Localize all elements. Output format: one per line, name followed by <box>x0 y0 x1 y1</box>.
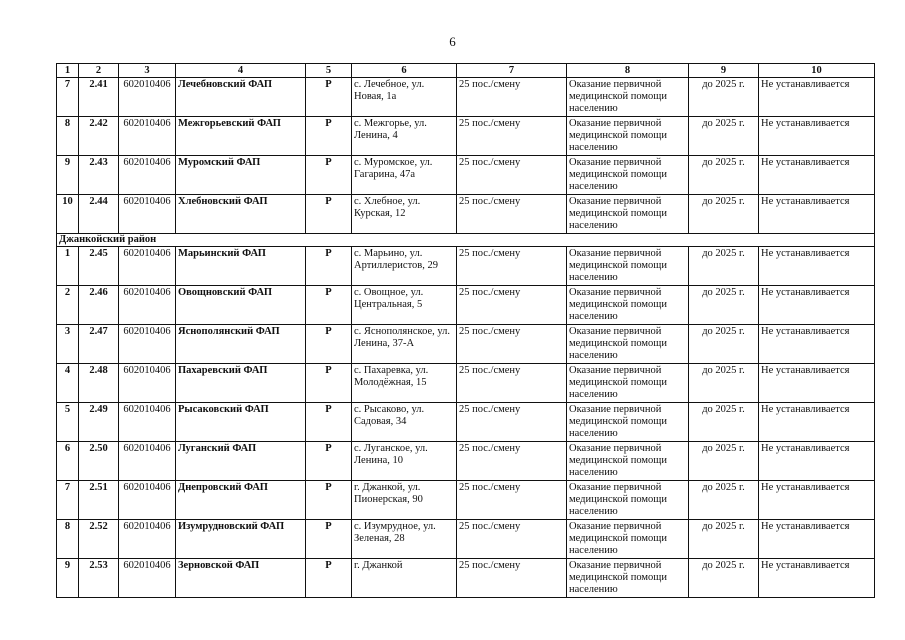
col-header: 3 <box>119 64 176 78</box>
facility-type: Р <box>306 442 352 481</box>
facility-type: Р <box>306 403 352 442</box>
table-row <box>57 195 875 234</box>
table-row <box>57 403 875 442</box>
okved-code: 602010406 <box>119 156 176 195</box>
row-number: 4 <box>57 364 79 403</box>
facility-requirement: Не устанавливается <box>759 520 875 559</box>
facility-capacity: 25 пос./смену <box>457 403 567 442</box>
okved-code: 602010406 <box>119 195 176 234</box>
facility-deadline: до 2025 г. <box>689 520 759 559</box>
col-header: 10 <box>759 64 875 78</box>
region-label: Джанкойский район <box>57 234 875 247</box>
facility-address: с. Овощное, ул. Центральная, 5 <box>352 286 457 325</box>
facility-type: Р <box>306 286 352 325</box>
row-index: 2.46 <box>79 286 119 325</box>
facility-service: Оказание первичной медицинской помощи населению <box>567 247 689 286</box>
facility-requirement: Не устанавливается <box>759 247 875 286</box>
facility-service: Оказание первичной медицинской помощи населению <box>567 286 689 325</box>
facility-type: Р <box>306 247 352 286</box>
table-row <box>57 325 875 364</box>
row-index: 2.49 <box>79 403 119 442</box>
facility-requirement: Не устанавливается <box>759 117 875 156</box>
facility-capacity: 25 пос./смену <box>457 559 567 598</box>
facility-name: Хлебновский ФАП <box>176 195 306 234</box>
col-header: 4 <box>176 64 306 78</box>
facility-requirement: Не устанавливается <box>759 195 875 234</box>
row-number: 5 <box>57 403 79 442</box>
facility-capacity: 25 пос./смену <box>457 364 567 403</box>
facility-type: Р <box>306 156 352 195</box>
row-index: 2.52 <box>79 520 119 559</box>
facility-address: с. Лечебное, ул. Новая, 1а <box>352 78 457 117</box>
table-row <box>57 286 875 325</box>
facility-name: Пахаревский ФАП <box>176 364 306 403</box>
facility-deadline: до 2025 г. <box>689 403 759 442</box>
col-header: 9 <box>689 64 759 78</box>
facility-name: Луганский ФАП <box>176 442 306 481</box>
facility-service: Оказание первичной медицинской помощи населению <box>567 78 689 117</box>
row-index: 2.43 <box>79 156 119 195</box>
page-number: 6 <box>449 34 456 49</box>
facility-type: Р <box>306 117 352 156</box>
facility-deadline: до 2025 г. <box>689 286 759 325</box>
facility-requirement: Не устанавливается <box>759 559 875 598</box>
facility-service: Оказание первичной медицинской помощи населению <box>567 156 689 195</box>
facilities-table <box>56 63 875 598</box>
facility-address: с. Хлебное, ул. Курская, 12 <box>352 195 457 234</box>
okved-code: 602010406 <box>119 520 176 559</box>
okved-code: 602010406 <box>119 403 176 442</box>
facility-type: Р <box>306 520 352 559</box>
facility-service: Оказание первичной медицинской помощи населению <box>567 442 689 481</box>
facility-type: Р <box>306 559 352 598</box>
row-index: 2.50 <box>79 442 119 481</box>
facility-deadline: до 2025 г. <box>689 117 759 156</box>
facility-requirement: Не устанавливается <box>759 481 875 520</box>
okved-code: 602010406 <box>119 442 176 481</box>
col-header: 5 <box>306 64 352 78</box>
facility-service: Оказание первичной медицинской помощи населению <box>567 559 689 598</box>
row-index: 2.51 <box>79 481 119 520</box>
table-row <box>57 442 875 481</box>
facility-name: Межгорьевский ФАП <box>176 117 306 156</box>
facility-requirement: Не устанавливается <box>759 78 875 117</box>
facility-name: Изумрудновский ФАП <box>176 520 306 559</box>
facility-deadline: до 2025 г. <box>689 156 759 195</box>
row-number: 7 <box>57 481 79 520</box>
facility-requirement: Не устанавливается <box>759 403 875 442</box>
col-header: 8 <box>567 64 689 78</box>
facility-service: Оказание первичной медицинской помощи населению <box>567 325 689 364</box>
facility-address: с. Межгорье, ул. Ленина, 4 <box>352 117 457 156</box>
row-number: 6 <box>57 442 79 481</box>
facility-name: Зерновской ФАП <box>176 559 306 598</box>
facility-name: Яснополянский ФАП <box>176 325 306 364</box>
facility-capacity: 25 пос./смену <box>457 325 567 364</box>
facility-deadline: до 2025 г. <box>689 195 759 234</box>
facility-name: Рысаковский ФАП <box>176 403 306 442</box>
col-header: 1 <box>57 64 79 78</box>
facility-address: с. Пахаревка, ул. Молодёжная, 15 <box>352 364 457 403</box>
facility-name: Овощновский ФАП <box>176 286 306 325</box>
facility-deadline: до 2025 г. <box>689 325 759 364</box>
facility-requirement: Не устанавливается <box>759 364 875 403</box>
facility-type: Р <box>306 78 352 117</box>
okved-code: 602010406 <box>119 364 176 403</box>
row-number: 3 <box>57 325 79 364</box>
row-index: 2.41 <box>79 78 119 117</box>
row-index: 2.53 <box>79 559 119 598</box>
facility-capacity: 25 пос./смену <box>457 286 567 325</box>
table-row <box>57 156 875 195</box>
facility-address: с. Яснополянское, ул. Ленина, 37-А <box>352 325 457 364</box>
facility-service: Оказание первичной медицинской помощи населению <box>567 520 689 559</box>
facility-capacity: 25 пос./смену <box>457 78 567 117</box>
facility-deadline: до 2025 г. <box>689 78 759 117</box>
row-index: 2.44 <box>79 195 119 234</box>
facility-service: Оказание первичной медицинской помощи населению <box>567 481 689 520</box>
okved-code: 602010406 <box>119 78 176 117</box>
row-number: 2 <box>57 286 79 325</box>
facility-deadline: до 2025 г. <box>689 364 759 403</box>
row-index: 2.47 <box>79 325 119 364</box>
facility-capacity: 25 пос./смену <box>457 520 567 559</box>
table-row <box>57 559 875 598</box>
facility-address: с. Марьино, ул. Артиллеристов, 29 <box>352 247 457 286</box>
col-header: 7 <box>457 64 567 78</box>
okved-code: 602010406 <box>119 325 176 364</box>
facility-address: с. Луганское, ул. Ленина, 10 <box>352 442 457 481</box>
header-row <box>57 64 875 78</box>
okved-code: 602010406 <box>119 247 176 286</box>
table-row <box>57 520 875 559</box>
facility-type: Р <box>306 364 352 403</box>
facility-service: Оказание первичной медицинской помощи населению <box>567 364 689 403</box>
facility-deadline: до 2025 г. <box>689 247 759 286</box>
okved-code: 602010406 <box>119 286 176 325</box>
facility-capacity: 25 пос./смену <box>457 247 567 286</box>
facility-deadline: до 2025 г. <box>689 559 759 598</box>
facility-name: Муромский ФАП <box>176 156 306 195</box>
facility-address: с. Изумрудное, ул. Зеленая, 28 <box>352 520 457 559</box>
facility-service: Оказание первичной медицинской помощи населению <box>567 195 689 234</box>
facility-address: с. Муромское, ул. Гагарина, 47а <box>352 156 457 195</box>
facility-address: с. Рысаково, ул. Садовая, 34 <box>352 403 457 442</box>
row-number: 10 <box>57 195 79 234</box>
okved-code: 602010406 <box>119 559 176 598</box>
okved-code: 602010406 <box>119 117 176 156</box>
table-row <box>57 364 875 403</box>
facility-deadline: до 2025 г. <box>689 442 759 481</box>
facility-capacity: 25 пос./смену <box>457 117 567 156</box>
facility-service: Оказание первичной медицинской помощи населению <box>567 117 689 156</box>
facility-type: Р <box>306 195 352 234</box>
facility-capacity: 25 пос./смену <box>457 195 567 234</box>
row-index: 2.48 <box>79 364 119 403</box>
row-number: 9 <box>57 156 79 195</box>
region-row <box>57 234 875 247</box>
row-number: 1 <box>57 247 79 286</box>
facility-deadline: до 2025 г. <box>689 481 759 520</box>
facility-name: Марьинский ФАП <box>176 247 306 286</box>
col-header: 2 <box>79 64 119 78</box>
facility-capacity: 25 пос./смену <box>457 481 567 520</box>
facility-requirement: Не устанавливается <box>759 156 875 195</box>
facility-name: Днепровский ФАП <box>176 481 306 520</box>
row-number: 8 <box>57 520 79 559</box>
col-header: 6 <box>352 64 457 78</box>
okved-code: 602010406 <box>119 481 176 520</box>
facility-type: Р <box>306 481 352 520</box>
facility-capacity: 25 пос./смену <box>457 156 567 195</box>
row-index: 2.42 <box>79 117 119 156</box>
row-number: 9 <box>57 559 79 598</box>
facility-address: г. Джанкой, ул. Пионерская, 90 <box>352 481 457 520</box>
table-row <box>57 78 875 117</box>
facility-capacity: 25 пос./смену <box>457 442 567 481</box>
row-index: 2.45 <box>79 247 119 286</box>
facility-type: Р <box>306 325 352 364</box>
facility-requirement: Не устанавливается <box>759 286 875 325</box>
facility-name: Лечебновский ФАП <box>176 78 306 117</box>
facility-service: Оказание первичной медицинской помощи населению <box>567 403 689 442</box>
facility-requirement: Не устанавливается <box>759 442 875 481</box>
facility-requirement: Не устанавливается <box>759 325 875 364</box>
table-row <box>57 247 875 286</box>
row-number: 8 <box>57 117 79 156</box>
table-row <box>57 117 875 156</box>
row-number: 7 <box>57 78 79 117</box>
facility-address: г. Джанкой <box>352 559 457 598</box>
table-row <box>57 481 875 520</box>
